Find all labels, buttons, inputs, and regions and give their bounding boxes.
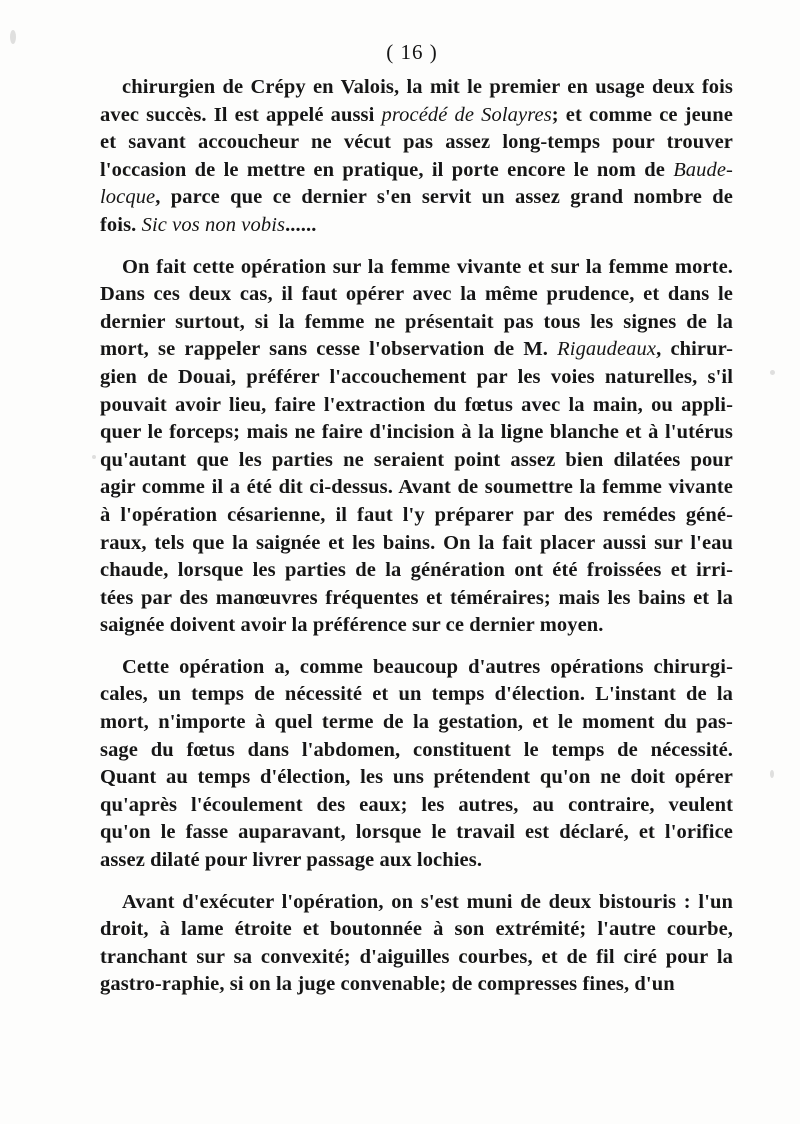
italic-run: Baude-	[673, 158, 733, 181]
italic-run: procédé de Solayres	[381, 103, 552, 126]
text-run: l'occasion de le mettre en pratique, il porte encore le nom de	[100, 158, 674, 181]
text-run: pouvait avoir lieu, faire l'extraction du fœtus avec la main, ou appli-	[100, 393, 733, 416]
text-run: tées par des manœuvres fréquentes et téméraires; mais les bains et la	[100, 586, 733, 609]
paragraph	[100, 254, 733, 640]
text-line	[100, 792, 733, 820]
text-line	[100, 336, 733, 364]
paragraph	[100, 74, 733, 240]
italic-run: Sic vos non vobis	[141, 213, 286, 236]
text-line	[100, 585, 733, 613]
text-run: assez dilaté pour livrer passage aux lochies.	[100, 849, 483, 872]
text-run: à l'opération césarienne, il faut l'y préparer par des remédes géné-	[100, 503, 733, 526]
text-run: et savant accoucheur ne vécut pas assez long-temps pour trouver	[100, 131, 733, 154]
text-run: Quant au temps d'élection, les uns prétendent qu'on ne doit opérer	[100, 766, 733, 789]
text-line	[100, 557, 733, 585]
italic-run: locque	[100, 186, 156, 209]
text-line	[100, 764, 733, 792]
text-run: tranchant sur sa convexité; d'aiguilles courbes, et de fil ciré pour la	[100, 945, 733, 968]
text-line	[100, 364, 733, 392]
text-run: fois.	[100, 213, 142, 236]
paragraph	[100, 889, 733, 999]
text-line	[100, 447, 733, 475]
text-line	[100, 847, 733, 875]
text-run: chirurgien de Crépy en Valois, la mit le premier en usage deux fois	[122, 76, 733, 98]
text-line	[100, 474, 733, 502]
text-run: chaude, lorsque les parties de la génération ont été froissées et irri-	[100, 559, 733, 582]
text-line	[100, 709, 733, 737]
text-line	[100, 184, 733, 212]
text-run: avec succès. Il est appelé aussi	[100, 103, 382, 126]
body-text	[100, 74, 733, 1013]
text-run: Avant d'exécuter l'opération, on s'est muni de deux bistouris : l'un	[122, 890, 733, 913]
text-run: sage du fœtus dans l'abdomen, constituent le temps de nécessité.	[100, 738, 733, 761]
text-run: droit, à lame étroite et boutonnée à son extrémité; l'autre courbe,	[100, 918, 733, 941]
paper-speck	[770, 370, 775, 375]
text-run: , chirur-	[656, 338, 733, 361]
text-run: ......	[285, 213, 317, 236]
text-run: cales, un temps de nécessité et un temps d'élection. L'instant de la	[100, 683, 733, 706]
text-run: mort, se rappeler sans cesse l'observation de M.	[100, 338, 558, 361]
paper-speck	[10, 30, 16, 44]
text-line	[100, 74, 733, 102]
text-run: dernier surtout, si la femme ne présentait pas tous les signes de la	[100, 310, 733, 333]
text-run: On fait cette opération sur la femme vivante et sur la femme morte.	[122, 255, 733, 278]
text-line	[100, 612, 733, 640]
text-run: agir comme il a été dit ci-dessus. Avant de soumettre la femme vivante	[100, 476, 733, 499]
paragraph	[100, 654, 733, 875]
text-line	[100, 944, 733, 972]
text-run: qu'on le fasse auparavant, lorsque le travail est déclaré, et l'orifice	[100, 821, 733, 844]
text-line	[100, 281, 733, 309]
text-run: qu'autant que les parties ne seraient point assez bien dilatées pour	[100, 448, 733, 471]
text-line	[100, 819, 733, 847]
text-line	[100, 681, 733, 709]
text-run: Dans ces deux cas, il faut opérer avec la même prudence, et dans le	[100, 283, 733, 306]
text-run: saignée doivent avoir la préférence sur ce dernier moyen.	[100, 614, 604, 637]
text-line	[100, 102, 733, 130]
text-run: gastro-raphie, si on la juge convenable; de compresses fines, d'un	[100, 973, 675, 996]
page-number: ( 16 )	[386, 40, 438, 64]
text-run: raux, tels que la saignée et les bains. On la fait placer aussi sur l'eau	[100, 531, 733, 554]
italic-run: Rigaudeaux	[557, 338, 657, 361]
text-run: qu'après l'écoulement des eaux; les autres, au contraire, veulent	[100, 793, 733, 816]
text-line	[100, 392, 733, 420]
text-line	[100, 889, 733, 917]
text-line	[100, 157, 733, 185]
text-line	[100, 254, 733, 282]
text-line	[100, 309, 733, 337]
text-run: mort, n'importe à quel terme de la gestation, et le moment du pas-	[100, 711, 733, 734]
text-line	[100, 212, 733, 240]
text-run: Cette opération a, comme beaucoup d'autres opérations chirurgi-	[122, 655, 733, 678]
text-line	[100, 971, 733, 999]
text-line	[100, 916, 733, 944]
text-line	[100, 530, 733, 558]
text-line	[100, 654, 733, 682]
text-run: , parce que ce dernier s'en servit un assez grand nombre de	[155, 186, 733, 209]
text-line	[100, 737, 733, 765]
text-line	[100, 502, 733, 530]
text-run: gien de Douai, préférer l'accouchement par les voies naturelles, s'il	[100, 365, 733, 388]
text-line	[100, 419, 733, 447]
text-line	[100, 129, 733, 157]
text-run: quer le forceps; mais ne faire d'incision à la ligne blanche et à l'utérus	[100, 421, 733, 444]
text-run: ; et comme ce jeune	[551, 103, 733, 126]
paper-speck	[92, 455, 96, 459]
paper-speck	[770, 770, 774, 778]
